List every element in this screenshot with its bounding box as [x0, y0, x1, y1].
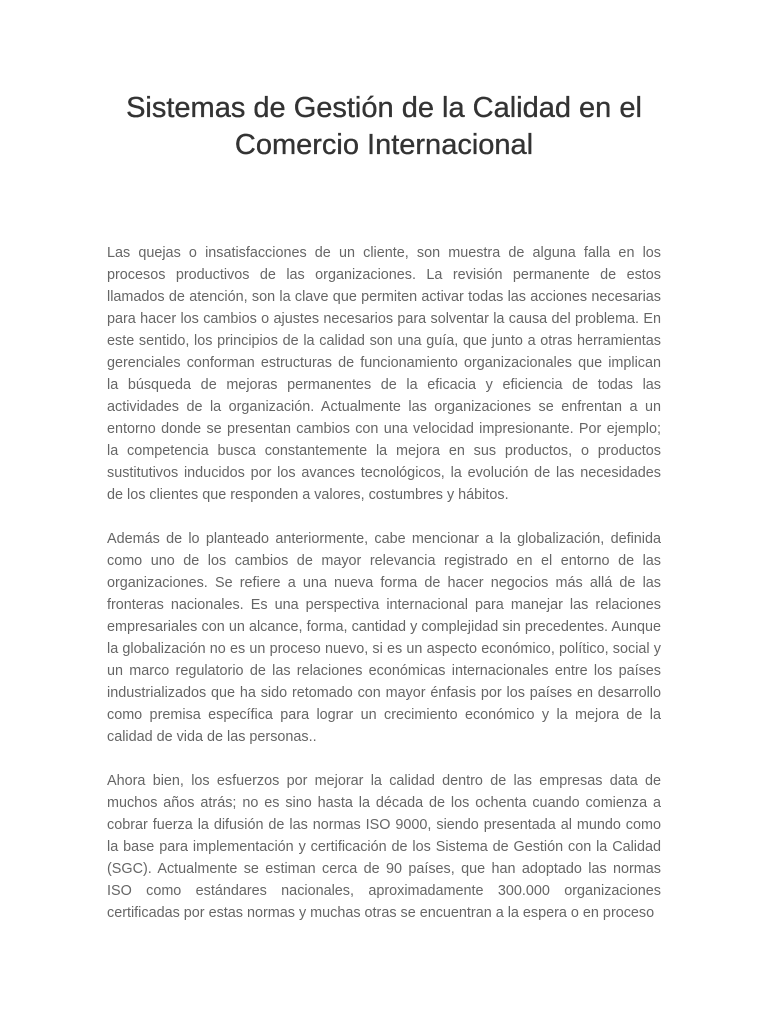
- paragraph-3: Ahora bien, los esfuerzos por mejorar la calidad dentro de las empresas data de muchos años atrás; no es sino hasta la década de los ochenta cuando comienza a cobrar fuerza la difusión de las normas ISO 9000, siendo presentada al mundo como la base para implementación y certificación de los Sistema de Gestión con la Calidad (SGC). Actualmente se estiman cerca de 90 países, que han adoptado las normas ISO como estándares nacionales, aproximadamente 300.000 organizaciones certificadas por estas normas y muchas otras se encuentran a la espera o en proceso: [107, 773, 661, 921]
- paragraph-2: Además de lo planteado anteriormente, cabe mencionar a la globalización, definida como uno de los cambios de mayor relevancia registrado en el entorno de las organizaciones. Se refiere a una nueva forma de hacer negocios más allá de las fronteras nacionales. Es una perspectiva internacional para manejar las relaciones empresariales con un alcance, forma, cantidad y complejidad sin precedentes. Aunque la globalización no es un proceso nuevo, si es un aspecto económico, político, social y un marco regulatorio de las relaciones económicas internacionales entre los países industrializados que ha sido retomado con mayor énfasis por los países en desarrollo como premisa específica para lograr un crecimiento económico y la mejora de la calidad de vida de las personas..: [107, 531, 661, 745]
- paragraph-1: Las quejas o insatisfacciones de un cliente, son muestra de alguna falla en los procesos productivos de las organizaciones. La revisión permanente de estos llamados de atención, son la clave que permiten activar todas las acciones necesarias para hacer los cambios o ajustes necesarios para solventar la causa del problema. En este sentido, los principios de la calidad son una guía, que junto a otras herramientas gerenciales conforman estructuras de funcionamiento organizacionales que implican la búsqueda de mejoras permanentes de la eficacia y eficiencia de todas las actividades de la organización. Actualmente las organizaciones se enfrentan a un entorno donde se presentan cambios con una velocidad impresionante. Por ejemplo; la competencia busca constantemente la mejora en sus productos, o productos sustitutivos inducidos por los avances tecnológicos, la evolución de las necesidades de los clientes que responden a valores, costumbres y hábitos.: [107, 245, 661, 503]
- document-title: Sistemas de Gestión de la Calidad en el Comercio Internacional: [126, 92, 642, 161]
- document-body: [107, 242, 661, 946]
